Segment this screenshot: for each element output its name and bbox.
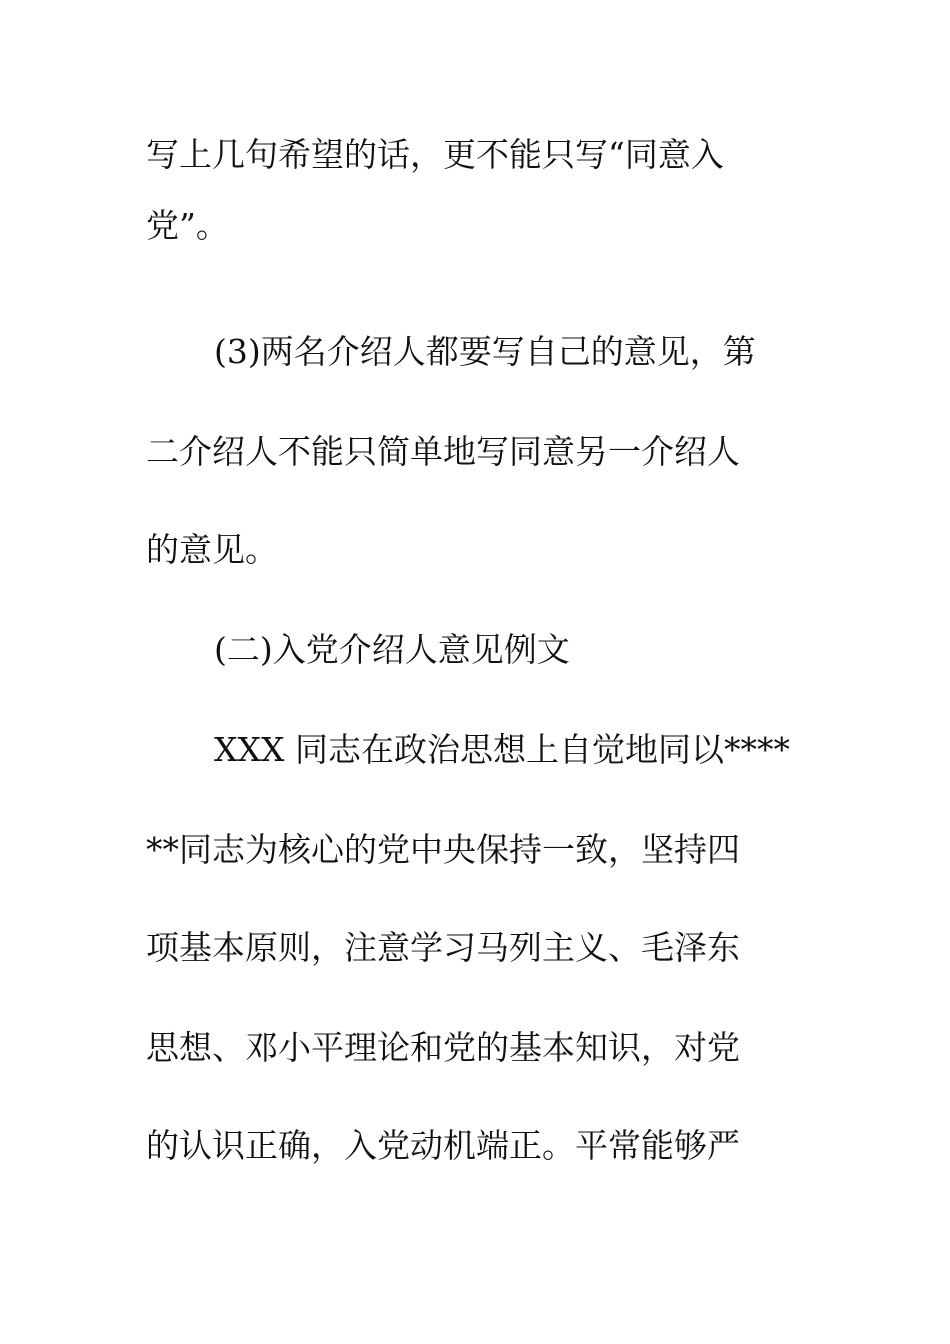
text-line-4: 二介绍人不能只简单地写同意另一介绍人 — [146, 432, 740, 471]
text-line-10: 思想、邓小平理论和党的基本知识，对党 — [146, 1028, 740, 1067]
section-heading: (二)入党介绍人意见例文 — [214, 630, 570, 669]
text-line-9: 项基本原则，注意学习马列主义、毛泽东 — [146, 928, 740, 967]
text-line-1: 写上几句希望的话，更不能只写“同意入 — [146, 135, 724, 174]
text-line-7: XXX 同志在政治思想上自觉地同以**** — [214, 730, 790, 769]
text-line-5: 的意见。 — [146, 530, 278, 569]
text-line-8: **同志为核心的党中央保持一致，坚持四 — [146, 830, 740, 869]
text-line-3: (3)两名介绍人都要写自己的意见，第 — [214, 332, 756, 371]
text-line-2: 党”。 — [146, 206, 229, 245]
text-line-11: 的认识正确，入党动机端正。平常能够严 — [146, 1126, 740, 1165]
